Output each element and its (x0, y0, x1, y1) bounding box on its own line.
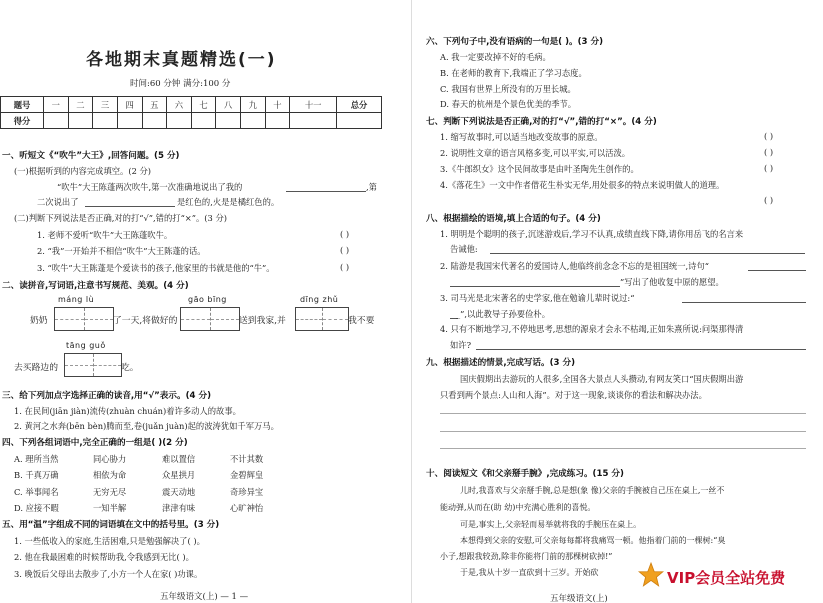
pronunciation-item: 2. 黄河之水奔(bēn bèn)腾而至,卷(juǎn juàn)起的波涛犹如千军万马。 (14, 421, 279, 431)
writing-line[interactable] (440, 431, 806, 432)
score-cell: 六 (167, 97, 192, 113)
writing-grid[interactable] (54, 307, 114, 331)
score-cell: 一 (44, 97, 69, 113)
sentence-part: 了一天,将做好的 (113, 316, 178, 326)
pinyin-label: dīng zhǔ (300, 295, 339, 304)
section-1-heading: 一、听短文《“吹牛”大王》,回答问题。(5 分) (2, 151, 180, 161)
passage-line: 可是,事实上,父亲轻而易举就将我的手腕压在桌上。 (460, 520, 642, 529)
answer-blank[interactable] (85, 206, 175, 207)
score-input-cell[interactable] (191, 113, 216, 129)
option-c[interactable]: C. 举事闻名 (14, 487, 59, 497)
section-1-line-2-start: 二次说出了 (37, 197, 79, 207)
option-d[interactable]: D. 应接不暇 (14, 503, 59, 513)
context-item: 1. 明明是个聪明的孩子,沉迷游戏后,学习不认真,成绩直线下降,请你用岳飞的名言来 (440, 229, 744, 239)
context-item-cont: 如许? (450, 340, 472, 350)
answer-bracket[interactable]: ( ) (764, 131, 774, 141)
answer-bracket[interactable]: ( ) (340, 245, 350, 255)
sentence-part: 送到我家,并 (239, 316, 286, 326)
option-word: 不计其数 (230, 454, 264, 464)
option-b[interactable]: B. 千真万确 (14, 470, 59, 480)
score-cell: 十 (265, 97, 290, 113)
section-2-heading: 二、读拼音,写词语,注意书写规范、美观。(4 分) (2, 281, 189, 291)
score-table (0, 96, 382, 129)
passage-line: 本想得到父亲的安慰,可父亲每每都将我痛骂一顿。他指着门前的一棵树:“臭 (460, 536, 726, 545)
score-table-header-row (1, 97, 382, 113)
score-input-cell[interactable] (142, 113, 167, 129)
section-1-part-1: (一)根据听到的内容完成填空。(2 分) (14, 166, 152, 176)
context-item-cont: 告诫他: (450, 244, 478, 254)
section-3-heading: 三、给下列加点字选择正确的读音,用“√”表示。(4 分) (2, 391, 211, 401)
writing-line[interactable] (440, 413, 806, 414)
judge-item: 1. 缩写故事时,可以适当地改变故事的原意。 (440, 132, 603, 142)
score-cell: 四 (117, 97, 142, 113)
section-1-line-1-start: “吹牛”大王陈蓬两次吹牛,第一次准确地说出了我的 (57, 182, 243, 192)
section-1-line-2-end: 是红色的,火是是橘红色的。 (177, 197, 280, 207)
prompt-text: 国庆假期出去游玩的人很多,全国各大景点人头攒动,有网友笑口“国庆假期出游 (460, 374, 744, 384)
judge-item: 3. “吹牛”大王陈蓬是个爱读书的孩子,他家里的书就是他的“牛”。 (37, 263, 275, 273)
context-item: 3. 司马光是北宋著名的史学家,他在勉谕儿辈时说过:“ (440, 293, 635, 303)
option-word: 同心胁力 (93, 454, 127, 464)
page-title: 各地期末真题精选(一) (86, 50, 277, 70)
judge-item: 1. 老师不爱听“吹牛”大王陈蓬吹牛。 (37, 230, 173, 240)
section-10-heading: 十、阅读短文《和父亲掰手腕》,完成练习。(15 分) (426, 469, 624, 479)
context-item: 2. 陆游是我国宋代著名的爱国诗人,他临终前念念不忘的是祖国统一,诗句“ (440, 261, 709, 271)
score-input-cell[interactable] (117, 113, 142, 129)
score-cell: 二 (68, 97, 93, 113)
answer-line[interactable] (748, 270, 806, 271)
score-cell: 三 (93, 97, 118, 113)
score-input-cell[interactable] (337, 113, 382, 129)
option-word: 震天动地 (162, 487, 196, 497)
option-a[interactable]: A. 理所当然 (14, 454, 59, 464)
answer-bracket[interactable]: ( ) (340, 229, 350, 239)
judge-item: 3.《牛郎织女》这个民间故事是由叶圣陶先生创作的。 (440, 164, 639, 174)
option-d[interactable]: D. 春天的杭州是个景色优美的季节。 (440, 99, 577, 109)
answer-line[interactable] (450, 286, 620, 287)
score-table-score-row (1, 113, 382, 129)
score-row-label: 得分 (1, 113, 44, 129)
passage-line: 小子,想跟我较劲,除非你能将门前的那棵树砍掉!” (440, 552, 613, 561)
score-input-cell[interactable] (216, 113, 241, 129)
score-cell: 五 (142, 97, 167, 113)
section-7-heading: 七、判断下列说法是否正确,对的打“√”,错的打“×”。(4 分) (426, 117, 657, 127)
option-word: 津津有味 (162, 503, 196, 513)
writing-grid[interactable] (295, 307, 349, 331)
answer-bracket[interactable]: ( ) (764, 163, 774, 173)
section-8-heading: 八、根据描绘的语境,填上合适的句子。(4 分) (426, 214, 601, 224)
score-input-cell[interactable] (265, 113, 290, 129)
exam-meta: 时间:60 分钟 满分:100 分 (130, 79, 231, 89)
page-footer: 五年级语文(上) — 1 — (160, 592, 249, 602)
fill-item: 2. 他在我最困难的时候帮助我,令我感到无比( )。 (14, 552, 194, 562)
option-word: 心旷神怡 (230, 503, 264, 513)
answer-line[interactable] (490, 253, 805, 254)
pinyin-label: máng lù (58, 295, 95, 304)
passage-line: 儿时,我喜欢与父亲掰手腕,总是想(象 像)父亲的手腕被自己压在桌上,一丝不 (460, 486, 725, 495)
score-input-cell[interactable] (167, 113, 192, 129)
answer-blank[interactable] (286, 191, 366, 192)
vip-watermark[interactable]: VIP会员全站免费 (667, 569, 786, 587)
fill-item: 1. 一些低收入的家庭,生活困难,只是勉强解决了( )。 (14, 536, 205, 546)
context-item-cont: ”写出了他收复中原的愿望。 (620, 277, 724, 287)
right-page (412, 0, 823, 603)
score-cell: 题号 (1, 97, 44, 113)
prompt-text: 只看到两个景点:人山和人海”。对于这一现象,谈谈你的看法和解决办法。 (440, 390, 707, 400)
context-item: 4. 只有不断地学习,不停地思考,思想的源泉才会永不枯竭,正如朱熹所说:问渠那得清 (440, 324, 744, 334)
option-word: 无穷无尽 (93, 487, 127, 497)
answer-line[interactable] (682, 302, 806, 303)
section-1-part-2: (二)判断下列说法是否正确,对的打“√”,错的打“×”。(3 分) (14, 213, 227, 223)
score-cell: 九 (241, 97, 266, 113)
passage-line: 于是,我从十岁一直砍到十三岁。开始砍 (460, 568, 599, 577)
section-4-heading: 四、下列各组词语中,完全正确的一组是( )(2 分) (2, 438, 188, 448)
section-1-line-1-end: ,第 (366, 182, 377, 192)
judge-item: 2. 说明性文章的语言风格多变,可以平实,可以活泼。 (440, 148, 631, 158)
sentence-part: 去买路边的 (14, 363, 58, 373)
pinyin-label: gāo bīng (188, 295, 227, 304)
sentence-part: 我不要 (348, 316, 375, 326)
score-input-cell[interactable] (93, 113, 118, 129)
option-word: 相依为命 (93, 470, 127, 480)
score-input-cell[interactable] (68, 113, 93, 129)
answer-bracket[interactable]: ( ) (764, 147, 774, 157)
judge-item: 2. “我”一开始并不相信“吹牛”大王陈蓬的话。 (37, 246, 206, 256)
score-cell: 十一 (290, 97, 337, 113)
section-5-heading: 五、用“温”字组成不同的词语填在文中的括号里。(3 分) (2, 520, 220, 530)
option-c[interactable]: C. 我国有世界上所没有的万里长城。 (440, 84, 576, 94)
score-cell: 八 (216, 97, 241, 113)
section-6-heading: 六、下列句子中,没有语病的一句是( )。(3 分) (426, 37, 604, 47)
pinyin-label: tāng guǒ (66, 341, 106, 350)
option-a[interactable]: A. 我一定要改掉不好的毛病。 (440, 52, 551, 62)
judge-item: 4.《落花生》一文中作者借花生朴实无华,用处很多的特点来说明做人的道理。 (440, 180, 725, 190)
score-input-cell[interactable] (241, 113, 266, 129)
score-cell: 总分 (337, 97, 382, 113)
sentence-part: 奶奶 (30, 316, 48, 326)
option-word: 金碧辉皇 (230, 470, 264, 480)
star-icon (638, 562, 664, 588)
option-word: 一知半解 (93, 503, 127, 513)
fill-item: 3. 晚饭后父母出去散步了,小方一个人在家( )功课。 (14, 569, 203, 579)
pronunciation-item: 1. 在民间(jiān jiàn)流传(zhuàn chuán)着许多动人的故事。 (14, 406, 241, 416)
writing-line[interactable] (440, 448, 806, 449)
score-cell: 七 (191, 97, 216, 113)
option-word: 众星拱月 (162, 470, 196, 480)
answer-line[interactable] (476, 349, 806, 350)
sentence-part: 吃。 (121, 363, 139, 373)
context-item-cont: _”,以此教导子孙要俭朴。 (456, 309, 550, 319)
option-word: 奇珍异宝 (230, 487, 264, 497)
answer-bracket[interactable]: ( ) (764, 195, 774, 205)
page-footer: 五年级语文(上) (550, 594, 608, 603)
option-b[interactable]: B. 在老师的教育下,我端正了学习态度。 (440, 68, 587, 78)
passage-line: 能动弹,从而在(助 幼)中充满心胜利的喜悦。 (440, 503, 596, 512)
score-input-cell[interactable] (290, 113, 337, 129)
option-word: 难以置信 (162, 454, 196, 464)
score-input-cell[interactable] (44, 113, 69, 129)
section-9-heading: 九、根据描述的情景,完成写话。(3 分) (426, 358, 575, 368)
answer-bracket[interactable]: ( ) (340, 262, 350, 272)
writing-grid[interactable] (180, 307, 240, 331)
writing-grid[interactable] (64, 353, 122, 377)
